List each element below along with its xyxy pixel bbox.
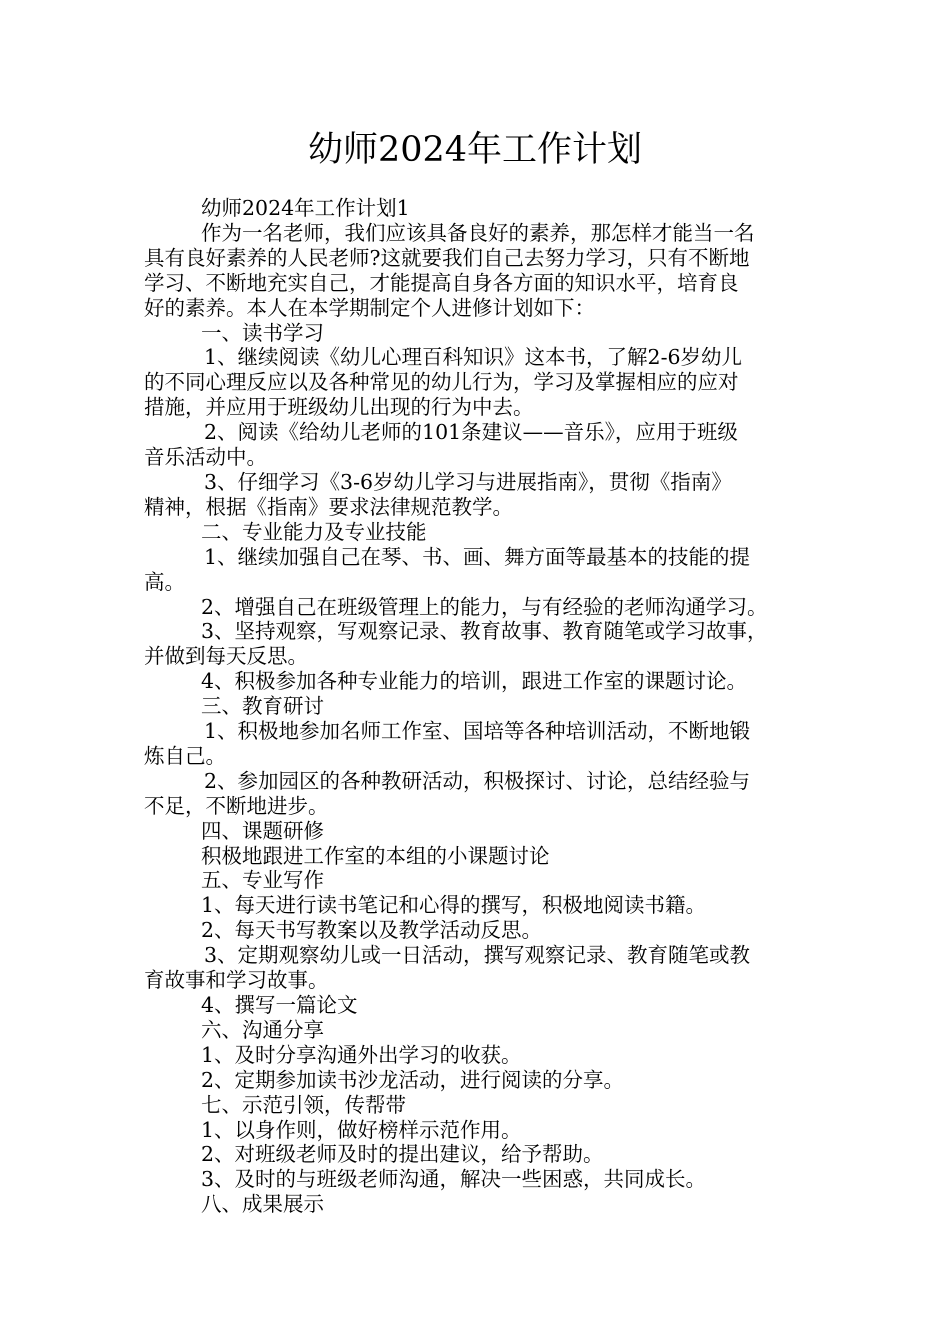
section-heading: 五、专业写作	[201, 868, 324, 893]
doc-line: 作为一名老师，我们应该具备良好的素养，那怎样才能当一名	[201, 220, 755, 245]
doc-line: 不足，不断地进步。	[144, 793, 329, 818]
doc-line: 4、积极参加各种专业能力的培训，跟进工作室的课题讨论。	[201, 669, 748, 694]
doc-line: 3、定期观察幼儿或一日活动，撰写观察记录、教育随笔或教	[204, 943, 751, 968]
section-heading: 二、专业能力及专业技能	[201, 519, 427, 544]
section-heading: 一、读书学习	[201, 320, 324, 345]
doc-line: 育故事和学习故事。	[144, 968, 329, 993]
doc-line: 并做到每天反思。	[144, 644, 308, 669]
section-heading: 七、示范引领，传帮带	[201, 1092, 406, 1117]
doc-line: 1、继续加强自己在琴、书、画、舞方面等最基本的技能的提	[204, 544, 751, 569]
section-heading: 六、沟通分享	[201, 1017, 324, 1042]
doc-line: 1、继续阅读《幼儿心理百科知识》这本书，了解2-6岁幼儿	[204, 345, 743, 370]
doc-line: 3、坚持观察，写观察记录、教育故事、教育随笔或学习故事，	[201, 619, 768, 644]
doc-line: 高。	[144, 569, 185, 594]
doc-line: 3、及时的与班级老师沟通，解决一些困惑，共同成长。	[201, 1167, 707, 1192]
doc-line: 学习、不断地充实自己，才能提高自身各方面的知识水平，培育良	[144, 270, 739, 295]
doc-line: 措施，并应用于班级幼儿出现的行为中去。	[144, 395, 534, 420]
doc-line: 精神，根据《指南》要求法律规范教学。	[144, 494, 513, 519]
doc-line: 幼师2024年工作计划1	[201, 196, 410, 220]
doc-line: 音乐活动中。	[144, 445, 267, 470]
doc-line: 2、对班级老师及时的提出建议，给予帮助。	[201, 1142, 604, 1167]
doc-line: 的不同心理反应以及各种常见的幼儿行为，学习及掌握相应的应对	[144, 370, 739, 395]
doc-line: 积极地跟进工作室的本组的小课题讨论	[201, 843, 550, 868]
doc-line: 1、及时分享沟通外出学习的收获。	[201, 1042, 522, 1067]
doc-line: 2、定期参加读书沙龙活动，进行阅读的分享。	[201, 1067, 625, 1092]
doc-line: 2、每天书写教案以及教学活动反思。	[201, 918, 543, 943]
section-heading: 三、教育研讨	[201, 694, 324, 719]
doc-line: 具有良好素养的人民老师?这就要我们自己去努力学习，只有不断地	[144, 245, 750, 270]
document-body	[144, 196, 814, 1217]
doc-line: 好的素养。本人在本学期制定个人进修计划如下：	[144, 295, 595, 320]
doc-line: 炼自己。	[144, 743, 226, 768]
section-heading: 八、成果展示	[201, 1192, 324, 1217]
doc-line: 1、积极地参加名师工作室、国培等各种培训活动，不断地锻	[204, 719, 751, 744]
doc-line: 2、参加园区的各种教研活动，积极探讨、讨论，总结经验与	[204, 768, 751, 793]
doc-line: 3、仔细学习《3-6岁幼儿学习与进展指南》，贯彻《指南》	[204, 469, 732, 494]
doc-line: 2、阅读《给幼儿老师的101条建议——音乐》，应用于班级	[204, 420, 738, 445]
page-title: 幼师2024年工作计划	[307, 130, 643, 170]
doc-line: 4、撰写一篇论文	[201, 993, 358, 1017]
doc-line: 2、增强自己在班级管理上的能力，与有经验的老师沟通学习。	[201, 594, 768, 619]
doc-line: 1、每天进行读书笔记和心得的撰写，积极地阅读书籍。	[201, 893, 707, 918]
doc-line: 1、以身作则，做好榜样示范作用。	[201, 1117, 522, 1142]
section-heading: 四、课题研修	[201, 818, 324, 843]
